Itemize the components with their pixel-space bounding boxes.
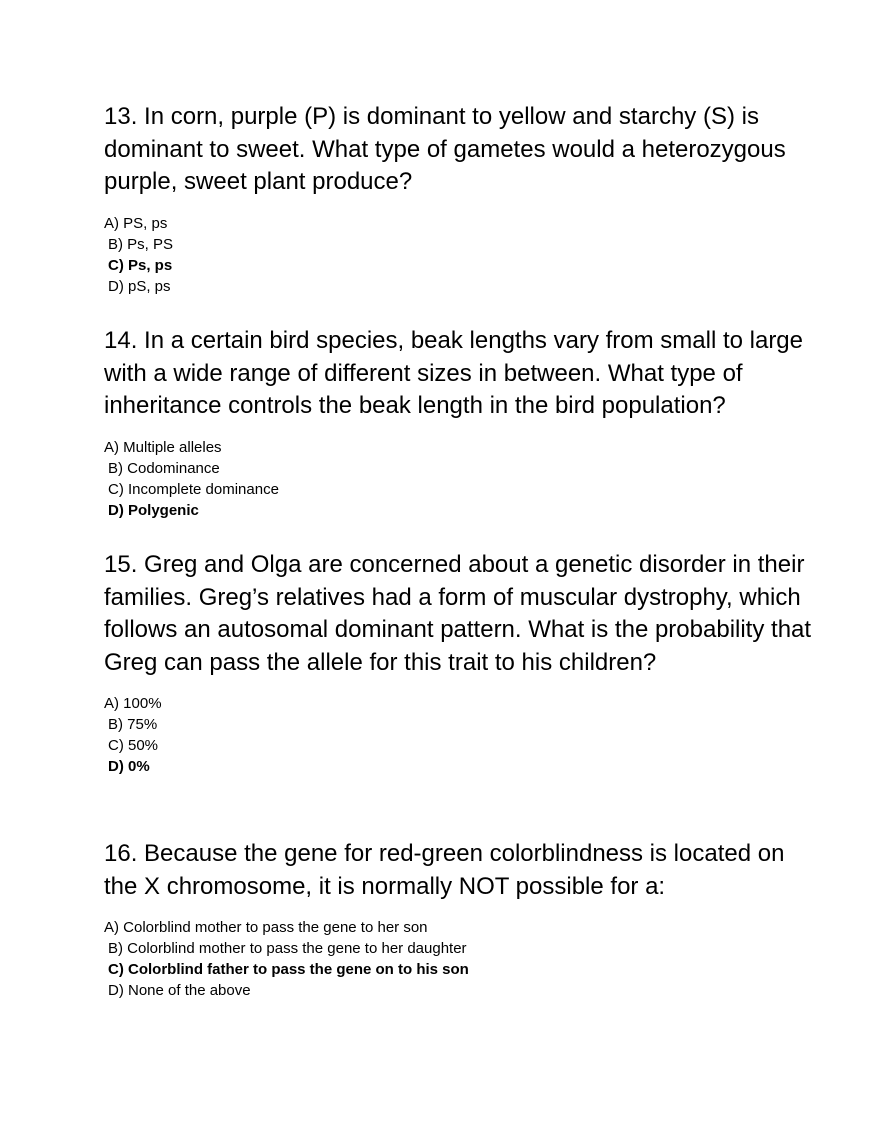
option-d-correct: D) 0% <box>108 758 150 775</box>
option-a: A) 100% <box>104 695 162 712</box>
option-c-correct: C) Colorblind father to pass the gene on to his son <box>108 961 469 978</box>
question-13 <box>104 101 814 297</box>
question-14 <box>104 325 814 521</box>
question-16 <box>104 838 814 1001</box>
option-b: B) Ps, PS <box>108 235 174 253</box>
option-a: A) PS, ps <box>104 214 168 232</box>
option-c-correct: C) Ps, ps <box>108 256 173 274</box>
option-b: B) Colorblind mother to pass the gene to her daughter <box>108 940 467 957</box>
answer-options <box>104 213 814 297</box>
question-text: 16. Because the gene for red-green colorblindness is located on the X chromosome, it is normally NOT possible for a: <box>104 840 785 900</box>
answer-options <box>104 437 814 521</box>
question-15 <box>104 549 814 777</box>
question-text: 14. In a certain bird species, beak lengths vary from small to large with a wide range of different sizes in between. What type of inheritance controls the beak length in the bird population? <box>104 327 803 419</box>
option-d-correct: D) Polygenic <box>108 501 199 519</box>
option-d: D) pS, ps <box>108 277 171 295</box>
question-text: 13. In corn, purple (P) is dominant to yellow and starchy (S) is dominant to sweet. What type of gametes would a heterozygous purple, sweet plant produce? <box>104 103 786 195</box>
option-b: B) 75% <box>108 716 158 733</box>
option-d: D) None of the above <box>108 982 251 999</box>
option-b: B) Codominance <box>108 459 220 477</box>
answer-options <box>104 693 814 777</box>
option-c: C) 50% <box>108 737 159 754</box>
question-text: 15. Greg and Olga are concerned about a genetic disorder in their families. Greg’s relatives had a form of muscular dystrophy, which follows an autosomal dominant pattern. What is the probability that Greg can pass the allele for this trait to his children? <box>104 551 812 676</box>
option-a: A) Multiple alleles <box>104 438 222 456</box>
option-a: A) Colorblind mother to pass the gene to her son <box>104 919 428 936</box>
option-c: C) Incomplete dominance <box>108 480 279 498</box>
answer-options <box>104 917 814 1001</box>
